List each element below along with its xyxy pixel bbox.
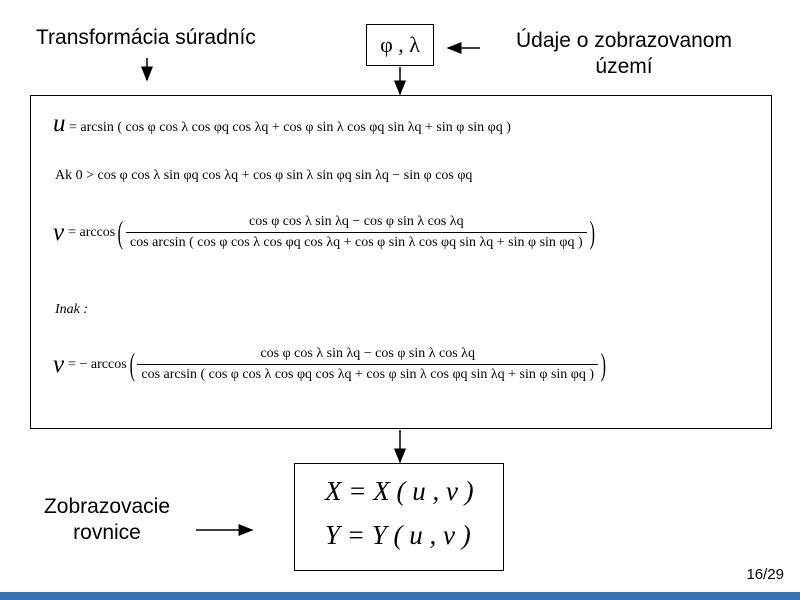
equation-u — [53, 110, 511, 138]
equation-v1 — [53, 214, 597, 251]
v2-symbol: v — [53, 350, 65, 378]
v2-numerator: cos φ cos λ sin λq − cos φ sin λ cos λq — [260, 346, 475, 361]
u-symbol: u — [53, 110, 66, 137]
else-label: Inak : — [55, 302, 89, 317]
v1-symbol: v — [53, 218, 65, 246]
label-projection-line1: Zobrazovacie — [43, 495, 171, 518]
input-variables-text: φ , λ — [380, 32, 420, 57]
v1-close-paren: ) — [589, 214, 595, 251]
v2-operator: = − arccos — [68, 356, 127, 372]
bottom-bar — [0, 592, 800, 600]
condition-text: Ak 0 > cos φ cos λ sin φq cos λq + cos φ sin λ sin φq sin λq − sin φ cos φq — [55, 168, 473, 183]
equation-v2 — [53, 346, 609, 383]
v2-fraction — [137, 346, 598, 383]
result-x: X = X ( u , v ) — [325, 476, 474, 506]
v1-operator: = arccos — [68, 224, 116, 240]
label-projection-line2: rovnice — [73, 521, 141, 544]
label-territory-line1: Údaje o zobrazovanom — [516, 29, 732, 52]
label-transformation: Transformácia súradníc — [36, 26, 256, 49]
u-rhs: = arcsin ( cos φ cos λ cos φq cos λq + cos φ sin λ cos φq sin λq + sin φ sin φq ) — [69, 120, 511, 135]
result-box — [294, 463, 504, 571]
v2-open-paren: ( — [129, 346, 135, 383]
v1-fraction — [126, 214, 587, 251]
label-territory-line2: území — [595, 55, 653, 78]
page-number: 16/29 — [746, 566, 784, 583]
v1-numerator: cos φ cos λ sin λq − cos φ sin λ cos λq — [249, 214, 464, 229]
label-projection-equations — [28, 494, 186, 546]
equation-condition — [55, 168, 472, 184]
v2-denominator: cos arcsin ( cos φ cos λ cos φq cos λq + cos φ sin λ cos φq sin λq + sin φ sin φq ) — [137, 364, 598, 383]
v1-open-paren: ( — [117, 214, 124, 251]
result-y: Y = Y ( u , v ) — [325, 520, 471, 550]
v1-denominator: cos arcsin ( cos φ cos λ cos φq cos λq + cos φ sin λ cos φq sin λq + sin φ sin φq ) — [126, 232, 587, 251]
equations-box — [30, 95, 772, 429]
v2-close-paren: ) — [600, 346, 607, 383]
